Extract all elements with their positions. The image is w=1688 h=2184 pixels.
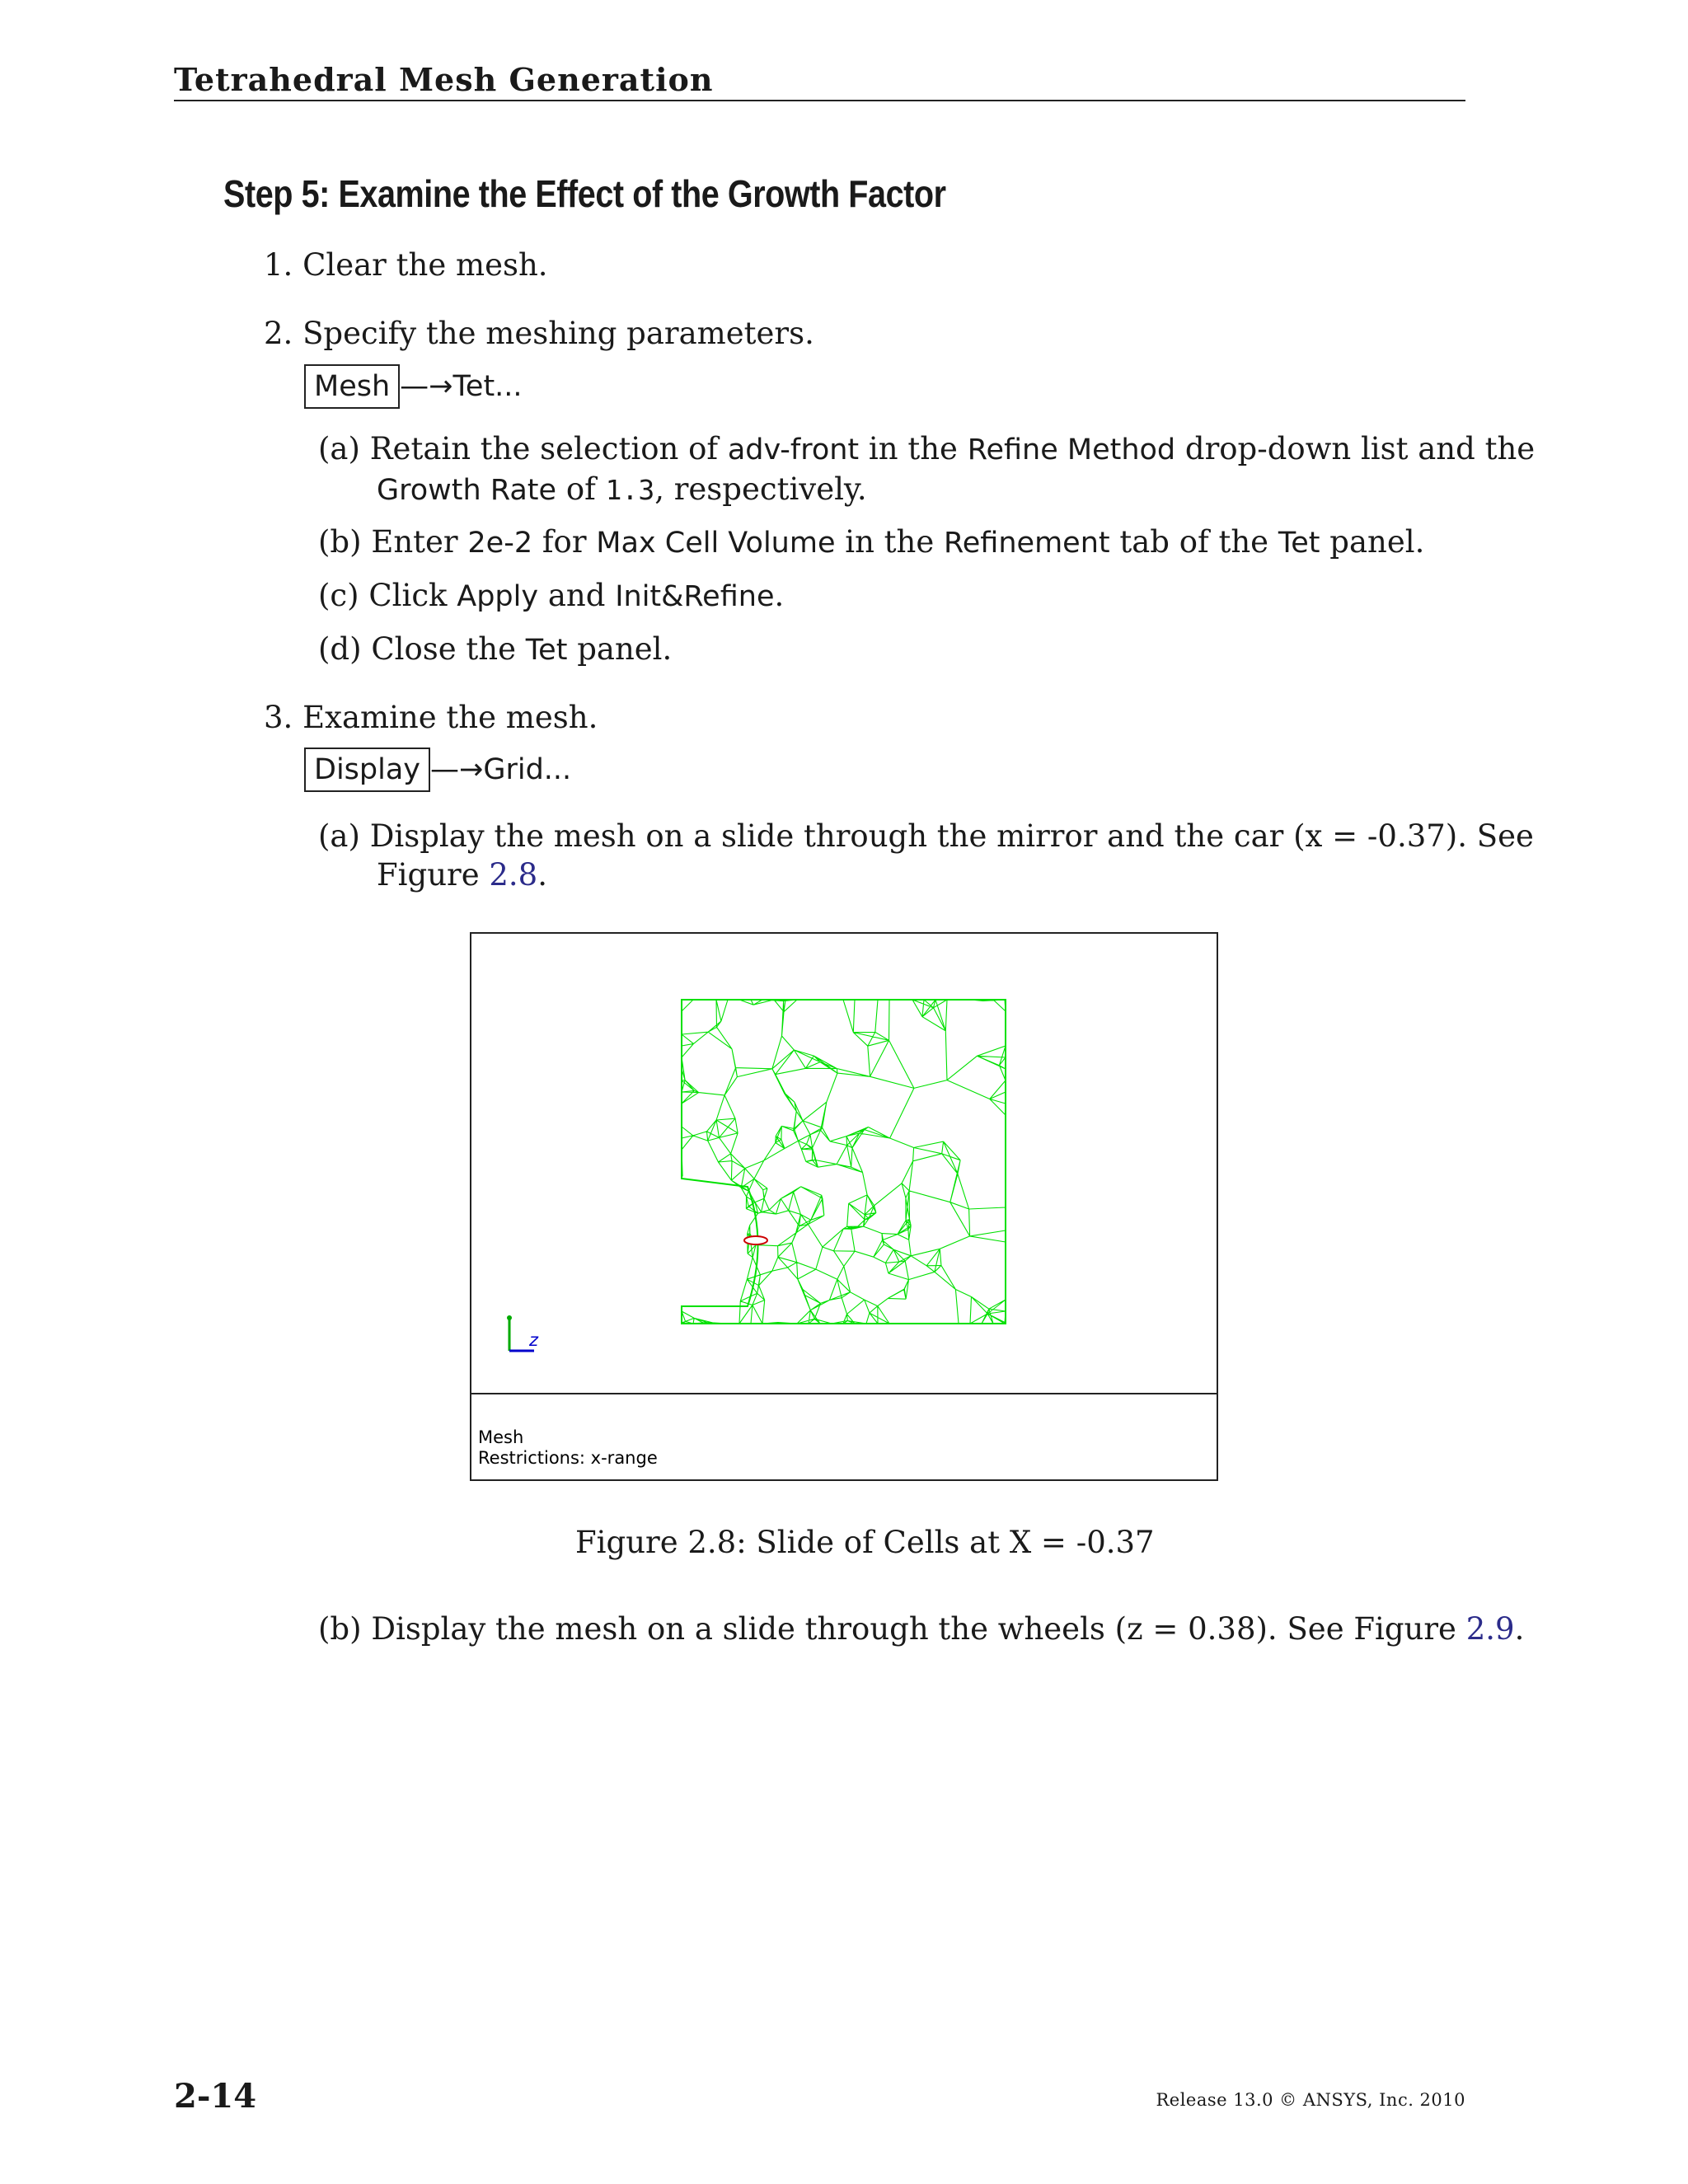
subitem-label: (b): [318, 1611, 362, 1647]
option-max-cell-volume: Max Cell Volume: [596, 527, 836, 560]
subitem-label: (d): [318, 631, 362, 667]
text-run: Display the mesh on a slide through the wheels (z = 0.38). See Figure: [371, 1611, 1466, 1647]
button-apply: Apply: [457, 580, 539, 613]
text-run: drop-down list and the: [1175, 431, 1536, 466]
value-max-cell-volume: 2e-2: [467, 527, 533, 560]
subitem-3a: [318, 817, 1534, 856]
subitem-2b: [318, 523, 1424, 563]
button-init-refine: Init&Refine: [615, 580, 775, 613]
subitem-label: (c): [318, 578, 359, 613]
text-run: for: [532, 524, 597, 560]
axis-z-label: z: [529, 1330, 539, 1350]
item-number: 3.: [264, 700, 293, 735]
text-run: .: [1514, 1611, 1525, 1647]
item-text: Examine the mesh.: [302, 700, 598, 735]
menu-arrow: —→: [430, 753, 484, 786]
figure-info-mesh: Mesh: [478, 1427, 524, 1447]
menu-item-grid[interactable]: Grid...: [483, 753, 572, 786]
subitem-3a-continued: [377, 855, 547, 895]
subitem-2a-continued: [377, 470, 867, 510]
axis-y-tip: [507, 1315, 512, 1320]
text-run: Click: [368, 578, 457, 613]
text-run: of: [556, 471, 606, 507]
item-text: Specify the meshing parameters.: [302, 316, 814, 351]
figure-caption: Figure 2.8: Slide of Cells at X = -0.37: [575, 1525, 1155, 1560]
mesh-figure: [471, 934, 1217, 1479]
mesh-slice-graphic: [682, 1000, 1006, 1324]
text-run: panel.: [1320, 524, 1425, 560]
menu-path-display-grid: [304, 748, 571, 792]
step-heading: Step 5: Examine the Effect of the Growth Factor: [223, 172, 946, 215]
figure-link-2-9[interactable]: 2.9: [1465, 1611, 1515, 1647]
text-run: Close the: [371, 631, 526, 667]
running-header-title: Tetrahedral Mesh Generation: [174, 61, 714, 98]
page-number: 2-14: [174, 2077, 257, 2116]
value-growth-rate: 1.3: [605, 474, 655, 506]
text-run: Enter: [371, 524, 468, 560]
list-item-2: [264, 314, 814, 354]
item-number: 1.: [264, 247, 293, 283]
text-run: Retain the selection of: [369, 431, 728, 466]
text-run: panel.: [567, 631, 673, 667]
tab-refinement: Refinement: [944, 527, 1110, 560]
mesh-edges: [682, 1000, 1006, 1324]
panel-tet: Tet: [1278, 527, 1320, 560]
header-rule: [174, 100, 1465, 101]
figure-info-restrictions: Restrictions: x-range: [478, 1448, 658, 1468]
text-run: Figure: [377, 857, 490, 893]
menu-button-mesh[interactable]: Mesh: [304, 364, 400, 409]
text-run: in the: [835, 524, 945, 560]
menu-path-mesh-tet: [304, 364, 523, 409]
subitem-label: (a): [318, 818, 360, 854]
text-run: in the: [859, 431, 968, 466]
subitem-label: (b): [318, 524, 362, 560]
item-text: Clear the mesh.: [302, 247, 548, 283]
text-run: and: [538, 578, 616, 613]
subitem-2a: [318, 429, 1535, 470]
option-growth-rate: Growth Rate: [377, 474, 557, 507]
figure-link-2-8[interactable]: 2.8: [489, 857, 538, 893]
axis-triad-icon: [507, 1315, 539, 1351]
text-run: .: [774, 578, 785, 613]
mirror-section: [744, 1236, 767, 1244]
text-run: .: [537, 857, 547, 893]
subitem-2c: [318, 576, 784, 616]
release-notice: Release 13.0 © ANSYS, Inc. 2010: [1156, 2090, 1465, 2110]
subitem-2d: [318, 630, 672, 670]
text-run: tab of the: [1109, 524, 1278, 560]
option-adv-front: adv-front: [727, 434, 860, 466]
figure-info-divider: [471, 1393, 1217, 1394]
list-item-3: [264, 698, 598, 738]
item-number: 2.: [264, 316, 293, 351]
menu-arrow: —→: [400, 370, 453, 403]
text-run: , respectively.: [654, 471, 867, 507]
text-run: Display the mesh on a slide through the mirror and the car (x = -0.37). See: [369, 818, 1534, 854]
subitem-label: (a): [318, 431, 360, 466]
option-refine-method: Refine Method: [967, 434, 1176, 466]
menu-item-tet[interactable]: Tet...: [452, 370, 523, 403]
list-item-1: [264, 246, 548, 285]
panel-tet: Tet: [525, 634, 568, 667]
subitem-3b: [318, 1610, 1524, 1649]
menu-button-display[interactable]: Display: [304, 748, 430, 792]
